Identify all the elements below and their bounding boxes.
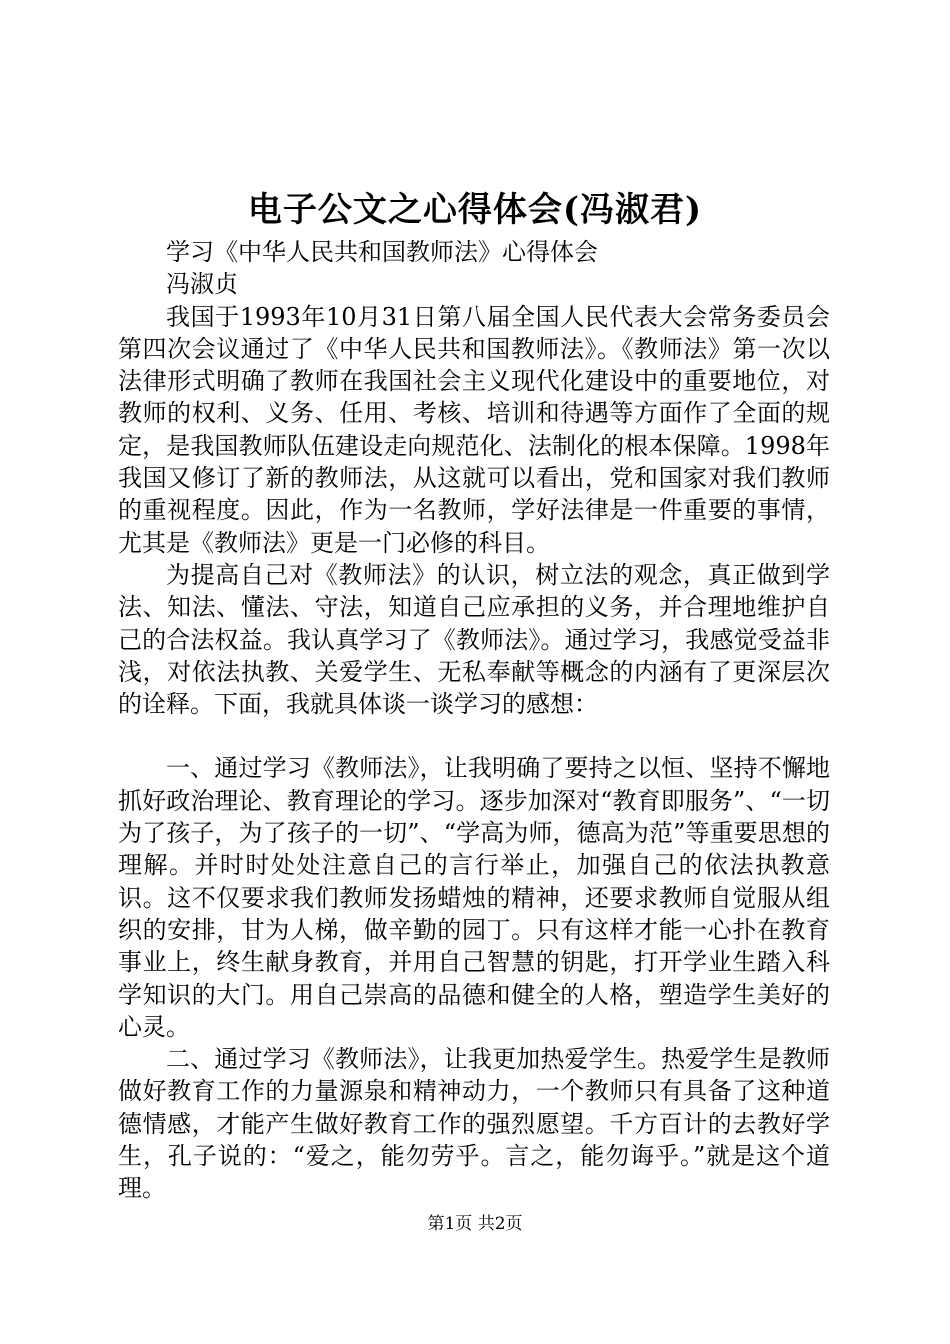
- document-author: 冯淑贞: [166, 270, 238, 299]
- page-number-footer: 第1页 共2页: [427, 1214, 523, 1234]
- paragraph-3: 一、通过学习《教师法》，让我明确了要持之以恒、坚持不懈地抓好政治理论、教育理论的学习。逐步加深对“教育即服务”、“一切为了孩子，为了孩子的一切”、“学高为师，德高为范”等重要思想的理解。并时时处处注意自己的言行举止，加强自己的依法执教意识。这不仅要求我们教师发扬蜡烛的精神，还要求教师自觉服从组织的安排，甘为人梯，做辛勤的园丁。只有这样才能一心扑在教育事业上，终生献身教育，并用自己智慧的钥匙，打开学业生踏入科学知识的大门。用自己崇高的品德和健全的人格，塑造学生美好的心灵。: [118, 754, 830, 1041]
- paragraph-1: 我国于1993年10月31日第八届全国人民代表大会常务委员会第四次会议通过了《中华人民共和国教师法》。《教师法》第一次以法律形式明确了教师在我国社会主义现代化建设中的重要地位，对教师的权利、义务、任用、考核、培训和待遇等方面作了全面的规定，是我国教师队伍建设走向规范化、法制化的根本保障。1998年我国又修订了新的教师法，从这就可以看出，党和国家对我们教师的重视程度。因此，作为一名教师，学好法律是一件重要的事情，尤其是《教师法》更是一门必修的科目。: [118, 302, 830, 557]
- document-subtitle: 学习《中华人民共和国教师法》心得体会: [166, 238, 598, 266]
- paragraph-2: 为提高自己对《教师法》的认识，树立法的观念，真正做到学法、知法、懂法、守法，知道自己应承担的义务，并合理地维护自己的合法权益。我认真学习了《教师法》。通过学习，我感觉受益非浅，对依法执教、关爱学生、无私奉献等概念的内涵有了更深层次的诠释。下面，我就具体谈一谈学习的感想：: [118, 560, 830, 719]
- document-body: [118, 236, 830, 1205]
- paragraph-4: 二、通过学习《教师法》，让我更加热爱学生。热爱学生是教师做好教育工作的力量源泉和精神动力，一个教师只有具备了这种道德情感，才能产生做好教育工作的强烈愿望。千方百计的去教好学生，孔子说的：“爱之，能勿劳乎。言之，能勿诲乎。”就是这个道理。: [118, 1045, 830, 1203]
- document-title: 电子公文之心得体会(冯淑君): [247, 190, 703, 230]
